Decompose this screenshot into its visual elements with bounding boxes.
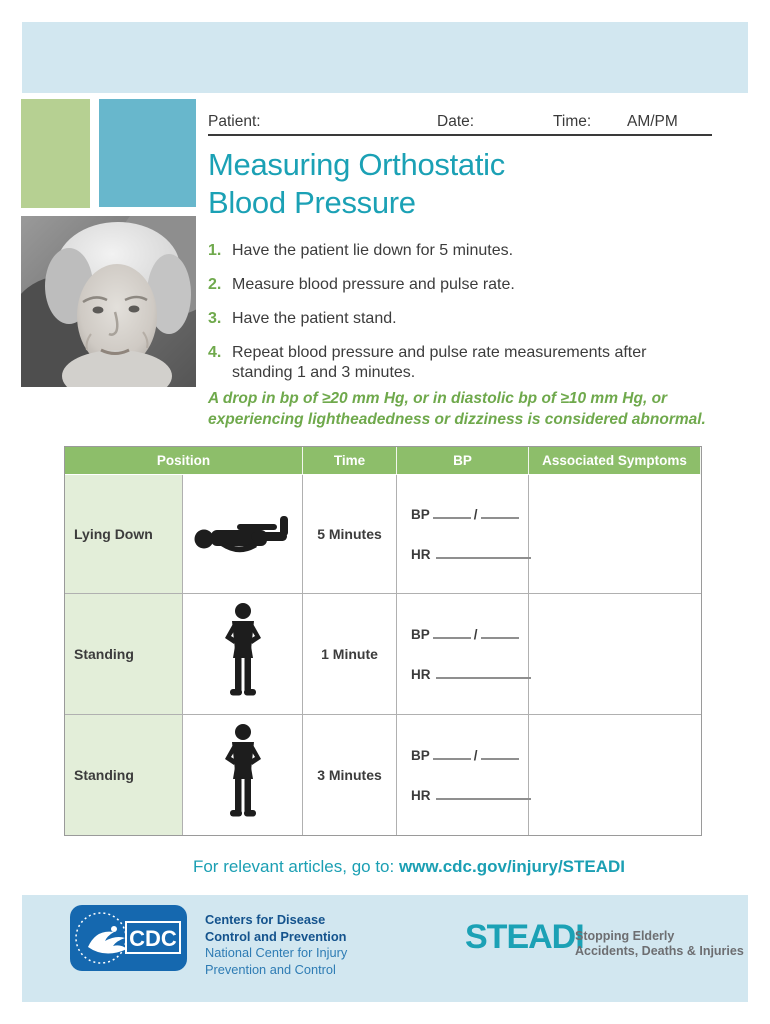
- bp-entry-cell[interactable]: [397, 475, 529, 594]
- elderly-woman-photo: [21, 216, 196, 387]
- bp-systolic-line[interactable]: [433, 626, 471, 639]
- orthostatic-bp-table: [64, 446, 702, 836]
- page-title: [208, 146, 505, 222]
- cdc-center-line1: National Center for Injury: [205, 945, 348, 960]
- instruction-list: [208, 241, 706, 397]
- column-header-bp: BP: [397, 447, 529, 475]
- position-label: Standing: [65, 715, 183, 835]
- instruction-number: 4.: [208, 344, 222, 361]
- person-lying-icon: [193, 506, 293, 563]
- steadi-tagline-line2: Accidents, Deaths & Injuries: [575, 944, 744, 958]
- instruction-number: 2.: [208, 276, 222, 293]
- associated-symptoms-cell[interactable]: [529, 715, 701, 835]
- bp-label: BP: [411, 627, 430, 642]
- relevant-articles-line: [66, 857, 704, 877]
- time-value: 1 Minute: [303, 594, 397, 715]
- column-header-associated-symptoms: Associated Symptoms: [529, 447, 701, 475]
- person-standing-icon: [220, 723, 266, 828]
- position-icon-cell: [183, 715, 303, 835]
- instruction-item: [208, 241, 706, 261]
- position-icon-cell: [183, 594, 303, 715]
- instruction-text: Have the patient lie down for 5 minutes.: [232, 242, 514, 259]
- position-label: Lying Down: [65, 475, 183, 594]
- date-label: Date:: [437, 113, 475, 130]
- instruction-number: 1.: [208, 242, 222, 259]
- bp-slash: /: [473, 627, 478, 642]
- patient-date-time-row: [208, 110, 712, 136]
- instruction-item: [208, 309, 706, 329]
- instruction-text: Repeat blood pressure and pulse rate measurements after standing 1 and 3 minutes.: [232, 344, 647, 381]
- time-value: 3 Minutes: [303, 715, 397, 835]
- time-label: Time:: [553, 113, 592, 130]
- cdc-acronym: CDC: [129, 926, 177, 951]
- time-field-line[interactable]: [594, 112, 624, 134]
- time-value: 5 Minutes: [303, 475, 397, 594]
- instruction-item: [208, 275, 706, 295]
- green-accent-block: [21, 99, 90, 208]
- bp-slash: /: [473, 748, 478, 763]
- hr-line[interactable]: [436, 666, 531, 679]
- abnormal-note: A drop in bp of ≥20 mm Hg, or in diastolic bp of ≥10 mm Hg, or experiencing lightheadedness or dizziness is considered abnormal.: [208, 390, 706, 428]
- patient-field-line[interactable]: [266, 112, 434, 134]
- instruction-text: Measure blood pressure and pulse rate.: [232, 276, 515, 293]
- bp-diastolic-line[interactable]: [481, 506, 519, 519]
- column-header-time: Time: [303, 447, 397, 475]
- associated-symptoms-cell[interactable]: [529, 594, 701, 715]
- patient-label: Patient:: [208, 113, 261, 130]
- bp-label: BP: [411, 748, 430, 763]
- cdc-org-line1: Centers for Disease: [205, 912, 326, 927]
- date-field-line[interactable]: [480, 112, 550, 134]
- bp-entry-cell[interactable]: [397, 715, 529, 835]
- bp-diastolic-line[interactable]: [481, 747, 519, 760]
- instruction-item: [208, 343, 706, 383]
- bp-entry-cell[interactable]: [397, 594, 529, 715]
- footer-band: [22, 895, 748, 1002]
- hr-label: HR: [411, 547, 431, 562]
- bp-systolic-line[interactable]: [433, 506, 471, 519]
- cdc-center-line2: Prevention and Control: [205, 961, 336, 977]
- associated-symptoms-cell[interactable]: [529, 475, 701, 594]
- articles-text: For relevant articles, go to:: [192, 857, 399, 876]
- bp-diastolic-line[interactable]: [481, 626, 519, 639]
- ampm-label[interactable]: AM/PM: [627, 113, 678, 130]
- steadi-tagline: [575, 929, 744, 959]
- position-icon-cell: [183, 475, 303, 594]
- bp-slash: /: [473, 507, 478, 522]
- top-color-band: [22, 22, 748, 93]
- hr-label: HR: [411, 788, 431, 803]
- instruction-number: 3.: [208, 310, 222, 327]
- blue-accent-block: [99, 99, 196, 207]
- cdc-org-line2: Control and Prevention: [205, 928, 347, 944]
- cdc-logo: [70, 905, 187, 971]
- page-title-line1: Measuring Orthostatic: [208, 147, 505, 182]
- instruction-text: Have the patient stand.: [232, 310, 397, 327]
- cdc-text-block: [205, 912, 347, 978]
- person-standing-icon: [220, 602, 266, 707]
- bp-systolic-line[interactable]: [433, 747, 471, 760]
- hr-line[interactable]: [436, 787, 531, 800]
- position-label: Standing: [65, 594, 183, 715]
- hr-label: HR: [411, 667, 431, 682]
- page-title-line2: Blood Pressure: [208, 185, 416, 220]
- steadi-logo: STEADI: [465, 918, 584, 956]
- steadi-tagline-line1: Stopping Elderly: [575, 929, 675, 943]
- bp-label: BP: [411, 507, 430, 522]
- hr-line[interactable]: [436, 546, 531, 559]
- column-header-position: Position: [65, 447, 303, 475]
- articles-url[interactable]: www.cdc.gov/injury/STEADI: [398, 857, 626, 876]
